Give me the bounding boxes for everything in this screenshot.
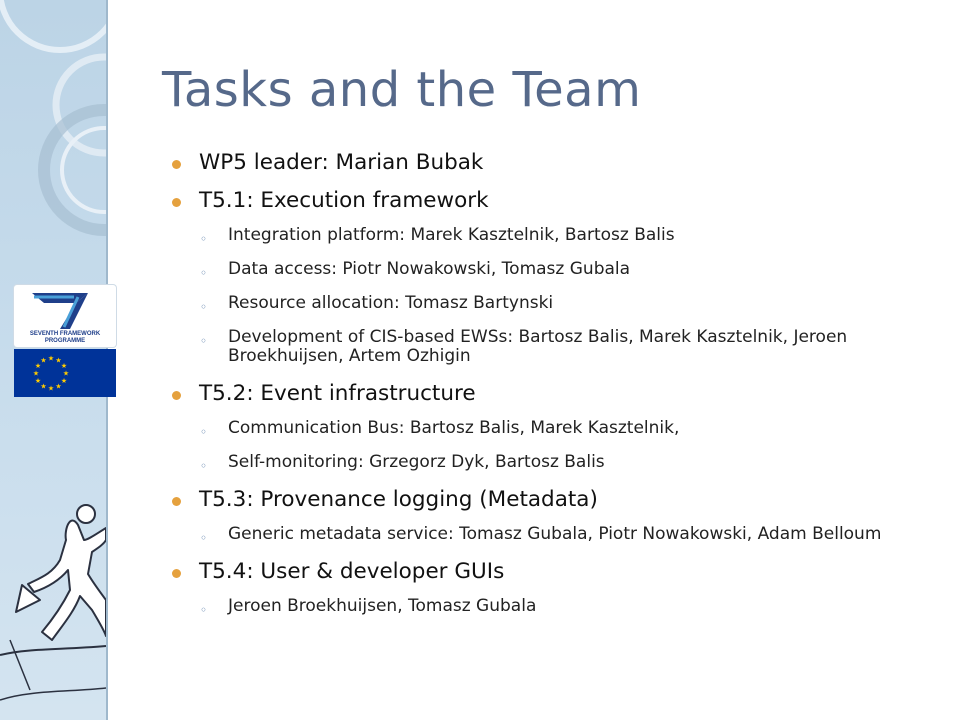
eu-star-icon: ★: [40, 383, 47, 391]
bullet-text: WP5 leader: Marian Bubak: [199, 150, 484, 175]
eu-star-icon: ★: [40, 357, 47, 365]
bullet-item: [172, 559, 942, 585]
sub-bullet-item: [172, 328, 942, 366]
bullet-icon: [172, 198, 181, 207]
eu-star-icon: ★: [55, 383, 62, 391]
eu-star-icon: ★: [34, 363, 42, 370]
sub-bullet-item: [172, 453, 942, 472]
slide-title: Tasks and the Team: [162, 62, 642, 118]
sub-bullet-text: Generic metadata service: Tomasz Gubala, Piotr Nowakowski, Adam Belloum: [228, 524, 882, 544]
sub-bullet-item: [172, 597, 942, 616]
ring-bullet-icon: ◦: [200, 232, 208, 246]
bullet-item: [172, 381, 942, 407]
svg-text:PROGRAMME: PROGRAMME: [44, 338, 86, 344]
bullet-icon: [172, 497, 181, 506]
eu-star-icon: ★: [47, 355, 55, 363]
sub-bullet-text: Communication Bus: Bartosz Balis, Marek Kasztelnik,: [228, 418, 680, 438]
bullet-icon: [172, 391, 181, 400]
bullet-item: [172, 188, 942, 214]
sub-bullet-text: Resource allocation: Tomasz Bartynski: [228, 293, 554, 313]
eu-flag: [14, 349, 116, 397]
ring-bullet-icon: ◦: [200, 531, 208, 545]
sub-bullet-item: [172, 226, 942, 245]
eu-star-icon: ★: [60, 363, 68, 370]
bullet-text: T5.1: Execution framework: [199, 188, 489, 213]
bullet-icon: [172, 569, 181, 578]
bullet-item: [172, 487, 942, 513]
ring-bullet-icon: ◦: [200, 300, 208, 314]
eu-star-icon: ★: [47, 385, 55, 393]
slide-content: [172, 150, 942, 631]
eu-star-icon: ★: [32, 370, 40, 378]
eu-star-icon: ★: [60, 378, 68, 385]
eu-flag-icon: [14, 349, 116, 397]
eu-star-icon: ★: [62, 370, 70, 378]
ring-bullet-icon: ◦: [200, 459, 208, 473]
seventh-framework-logo-icon: [14, 285, 116, 347]
sub-bullet-text: Self-monitoring: Grzegorz Dyk, Bartosz Balis: [228, 452, 605, 472]
sub-bullet-item: [172, 419, 942, 438]
eu-star-icon: ★: [34, 378, 42, 385]
bullet-icon: [172, 160, 181, 169]
bullet-item: [172, 150, 942, 176]
bullet-text: T5.3: Provenance logging (Metadata): [199, 487, 598, 512]
sub-bullet-text: Integration platform: Marek Kasztelnik, Bartosz Balis: [228, 225, 675, 245]
ring-bullet-icon: ◦: [200, 603, 208, 617]
sub-bullet-item: [172, 294, 942, 313]
ring-bullet-icon: ◦: [200, 266, 208, 280]
ring-bullet-icon: ◦: [200, 334, 208, 348]
bullet-text: T5.2: Event infrastructure: [199, 381, 476, 406]
sub-bullet-item: [172, 525, 942, 544]
svg-text:SEVENTH FRAMEWORK: SEVENTH FRAMEWORK: [29, 331, 101, 337]
sub-bullet-text: Jeroen Broekhuijsen, Tomasz Gubala: [228, 596, 537, 616]
eu-star-icon: ★: [55, 357, 62, 365]
sub-bullet-text: Development of CIS-based EWSs: Bartosz Balis, Marek Kasztelnik, Jeroen Broekhuijsen, Artem Ozhigin: [228, 327, 848, 366]
sub-bullet-text: Data access: Piotr Nowakowski, Tomasz Gubala: [228, 259, 631, 279]
ring-bullet-icon: ◦: [200, 425, 208, 439]
bullet-text: T5.4: User & developer GUIs: [199, 559, 505, 584]
sub-bullet-item: [172, 260, 942, 279]
fp7-logo: [14, 285, 116, 347]
